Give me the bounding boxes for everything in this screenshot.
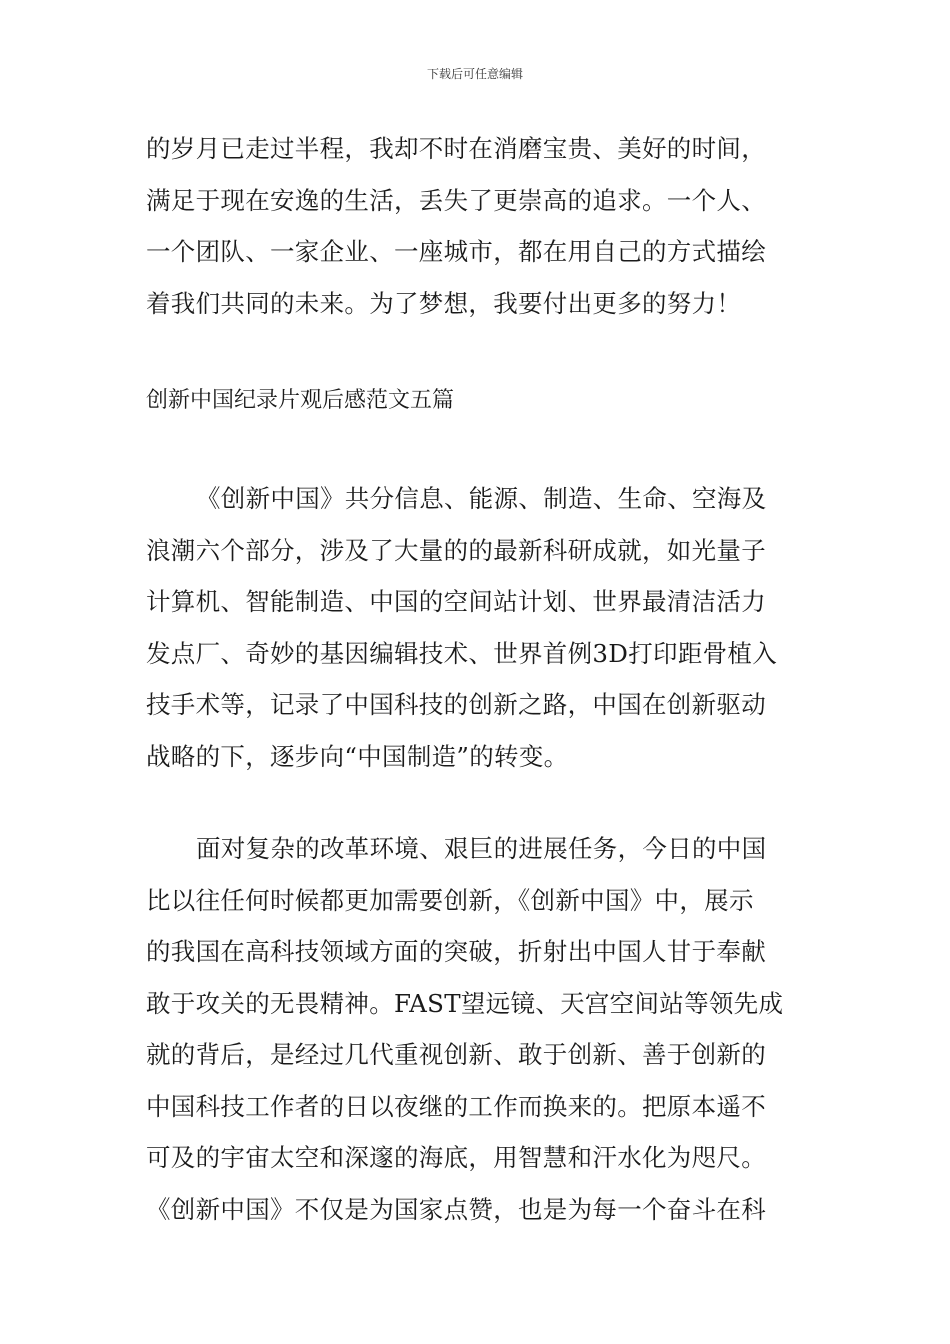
paragraph-line: 《创新中国》共分信息、能源、制造、生命、空海及	[196, 484, 767, 513]
paragraph-line: 敢于攻关的无畏精神。FAST望远镜、天宫空间站等领先成	[146, 989, 784, 1018]
page-header: 下载后可任意编辑	[426, 67, 523, 81]
paragraph-line: 的岁月已走过半程，我却不时在消磨宝贵、美好的时间，	[146, 134, 766, 163]
paragraph-line: 发点厂、奇妙的基因编辑技术、世界首例3D打印距骨植入	[146, 639, 778, 668]
paragraph-line: 一个团队、一家企业、一座城市，都在用自己的方式描绘	[146, 237, 766, 266]
paragraph-line: 满足于现在安逸的生活，丢失了更崇高的追求。一个人、	[146, 186, 766, 215]
paragraph-line: 战略的下，逐步向“中国制造”的转变。	[146, 742, 569, 771]
paragraph-line: 浪潮六个部分，涉及了大量的的最新科研成就，如光量子	[146, 536, 766, 565]
paragraph-line: 可及的宇宙太空和深邃的海底，用智慧和汗水化为咫尺。	[146, 1143, 766, 1172]
paragraph-line: 中国科技工作者的日以夜继的工作而换来的。把原本遥不	[146, 1092, 766, 1121]
paragraph-line: 《创新中国》不仅是为国家点赞，也是为每一个奋斗在科	[146, 1195, 766, 1224]
paragraph-line: 就的背后，是经过几代重视创新、敢于创新、善于创新的	[146, 1040, 766, 1069]
paragraph-line: 计算机、智能制造、中国的空间站计划、世界最清洁活力	[146, 587, 766, 616]
section-title: 创新中国纪录片观后感范文五篇	[146, 388, 455, 413]
paragraph-line: 比以往任何时候都更加需要创新，《创新中国》中，展示	[146, 886, 754, 915]
paragraph-line: 面对复杂的改革环境、艰巨的进展任务，今日的中国	[196, 834, 767, 863]
paragraph-line: 的我国在高科技领域方面的突破，折射出中国人甘于奉献	[146, 937, 766, 966]
paragraph-line: 技手术等，记录了中国科技的创新之路，中国在创新驱动	[146, 690, 766, 719]
paragraph-line: 着我们共同的未来。为了梦想，我要付出更多的努力！	[146, 289, 742, 318]
